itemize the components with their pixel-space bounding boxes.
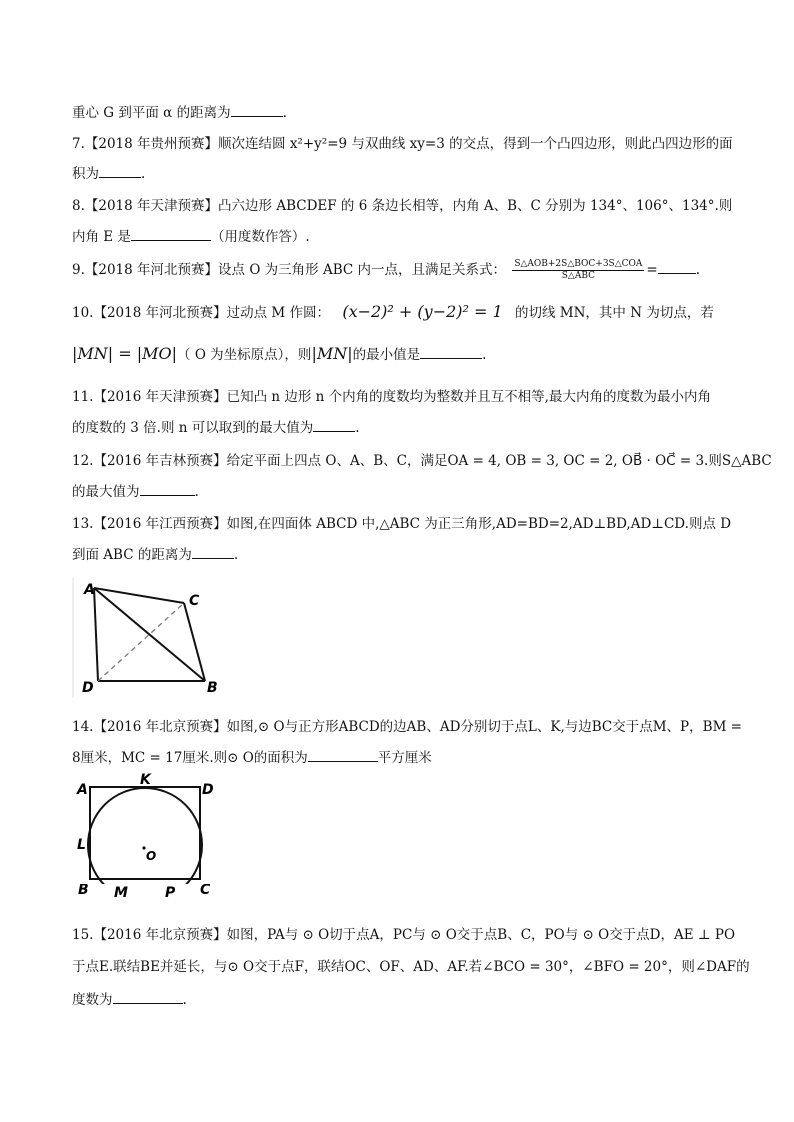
label-k: K xyxy=(140,772,151,788)
q12-text: 的最大值为 xyxy=(72,484,140,500)
answer-blank xyxy=(308,748,378,762)
q13-line1 xyxy=(72,515,731,533)
q9-fraction xyxy=(512,259,644,282)
answer-blank xyxy=(231,103,283,117)
q12-line2 xyxy=(72,482,199,501)
answer-blank xyxy=(658,260,696,274)
q11-end: . xyxy=(355,420,360,436)
q10-line1 xyxy=(72,303,714,322)
q10-end: . xyxy=(482,347,487,363)
label-c: C xyxy=(200,884,211,898)
q7-text: 积为 xyxy=(72,166,99,182)
q10-text: （ O 为坐标原点），则 xyxy=(177,347,312,363)
label-c: C xyxy=(189,593,200,609)
q7-end: . xyxy=(141,166,146,182)
q8-text: 内角 E 是 xyxy=(72,229,131,245)
q15-text: 于点E.联结BE并延长，与⊙ O交于点F，联结OC、OF、AD、AF.若∠BCO = 30°，∠BFO = 20°，则∠DAF的 xyxy=(72,959,750,975)
q9-text: 9.【2018 年河北预赛】设点 O 为三角形 ABC 内一点，且满足关系式： xyxy=(72,262,507,278)
label-b: B xyxy=(207,680,218,696)
circle-o xyxy=(88,788,202,884)
q11-line2 xyxy=(72,418,360,437)
label-a: A xyxy=(84,582,95,598)
q8-text: 8.【2018 年天津预赛】凸六边形 ABCDEF 的 6 条边长相等，内角 A、B、C 分别为 134°、106°、134°.则 xyxy=(72,198,733,214)
q14-end: 平方厘米 xyxy=(377,750,432,766)
q7-line1 xyxy=(72,135,733,153)
label-a: A xyxy=(77,782,88,798)
answer-blank xyxy=(313,418,355,432)
q15-line2 xyxy=(72,958,750,976)
label-b: B xyxy=(78,884,89,898)
edge-dc-hidden xyxy=(98,603,184,681)
q9-numerator: S△AOB+2S△BOC+3S△COA xyxy=(514,259,643,269)
label-d: D xyxy=(82,680,94,696)
q10-condition: |MN| = |MO| xyxy=(72,344,178,363)
label-d: D xyxy=(202,782,214,798)
q10-circle-equation: (x−2)² + (y−2)² = 1 xyxy=(342,302,503,321)
label-l: L xyxy=(77,837,86,853)
q14-line1 xyxy=(72,718,742,736)
square-abcd xyxy=(90,787,200,879)
q11-text: 的度数的 3 倍.则 n 可以取到的最大值为 xyxy=(72,420,314,436)
q9-denominator: S△ABC xyxy=(561,271,595,281)
q9-end: . xyxy=(695,262,701,278)
answer-blank xyxy=(420,345,482,359)
q7-line2 xyxy=(72,164,145,183)
q13-line2 xyxy=(72,545,238,564)
q10-text: 的最小值是 xyxy=(352,347,421,363)
edge-ad xyxy=(94,588,98,681)
answer-blank xyxy=(140,482,195,496)
tetrahedron-figure xyxy=(72,578,232,698)
q15-text: 15.【2016 年北京预赛】如图，PA与 ⊙ O切于点A，PC与 ⊙ O交于点B、C，PO与 ⊙ O交于点D，AE ⊥ PO xyxy=(72,927,736,943)
answer-blank xyxy=(131,227,211,241)
text: . xyxy=(282,105,287,121)
q10-mn: |MN| xyxy=(311,344,353,363)
label-m: M xyxy=(114,885,128,901)
q15-text: 度数为 xyxy=(72,992,113,1008)
q11-text: 11.【2016 年天津预赛】已知凸 n 边形 n 个内角的度数均为整数并且互不相等,最大内角的度数为最小内角 xyxy=(72,389,711,405)
text: 重心 G 到平面 α 的距离为 xyxy=(72,105,231,121)
q9-line xyxy=(72,259,700,282)
q14-text: 14.【2016 年北京预赛】如图,⊙ O与正方形ABCD的边AB、AD分别切于点L、K,与边BC交于点M、P，BM = xyxy=(72,719,742,735)
q12-text: 12.【2016 年吉林预赛】给定平面上四点 O、A、B、C，满足OA = 4, OB = 3, OC = 2, OB⃗ · OC⃗ = 3.则S△ABC xyxy=(72,453,772,469)
q7-text: 7.【2018 年贵州预赛】顺次连结圆 x²+y²=9 与双曲线 xy=3 的交点，得到一个凸四边形，则此凸四边形的面 xyxy=(72,136,733,152)
q8-line2 xyxy=(72,227,310,246)
q10-text: 的切线 MN，其中 N 为切点，若 xyxy=(515,305,714,321)
label-o: O xyxy=(146,849,157,863)
q13-end: . xyxy=(233,547,239,563)
q9-eq: = xyxy=(646,262,658,278)
label-p: P xyxy=(165,885,176,901)
q13-text: 13.【2016 年江西预赛】如图,在四面体 ABCD 中,△ABC 为正三角形,AD=BD=2,AD⊥BD,AD⊥CD.则点 D xyxy=(72,516,732,532)
answer-blank xyxy=(99,164,141,178)
q12-line1 xyxy=(72,452,772,470)
answer-blank xyxy=(113,990,183,1004)
circle-square-figure-bottom-labels xyxy=(72,884,222,912)
q10-line2 xyxy=(72,345,486,364)
q8-end: （用度数作答）. xyxy=(210,229,310,245)
q13-text: 到面 ABC 的距离为 xyxy=(72,547,192,563)
q14-text: 8厘米，MC = 17厘米.则⊙ O的面积为 xyxy=(72,750,308,766)
q8-line1 xyxy=(72,197,732,215)
q15-line3 xyxy=(72,990,187,1009)
q12-end: . xyxy=(194,484,199,500)
q11-line1 xyxy=(72,388,711,406)
edge-ac xyxy=(94,588,184,603)
q14-line2 xyxy=(72,748,432,767)
q15-end: . xyxy=(182,992,187,1008)
answer-blank xyxy=(192,545,234,559)
circle-square-figure xyxy=(72,772,222,884)
edge-cb xyxy=(184,603,205,681)
line-prev-question xyxy=(72,103,287,122)
q15-line1 xyxy=(72,926,735,944)
q10-text: 10.【2018 年河北预赛】过动点 M 作圆： xyxy=(72,305,331,321)
